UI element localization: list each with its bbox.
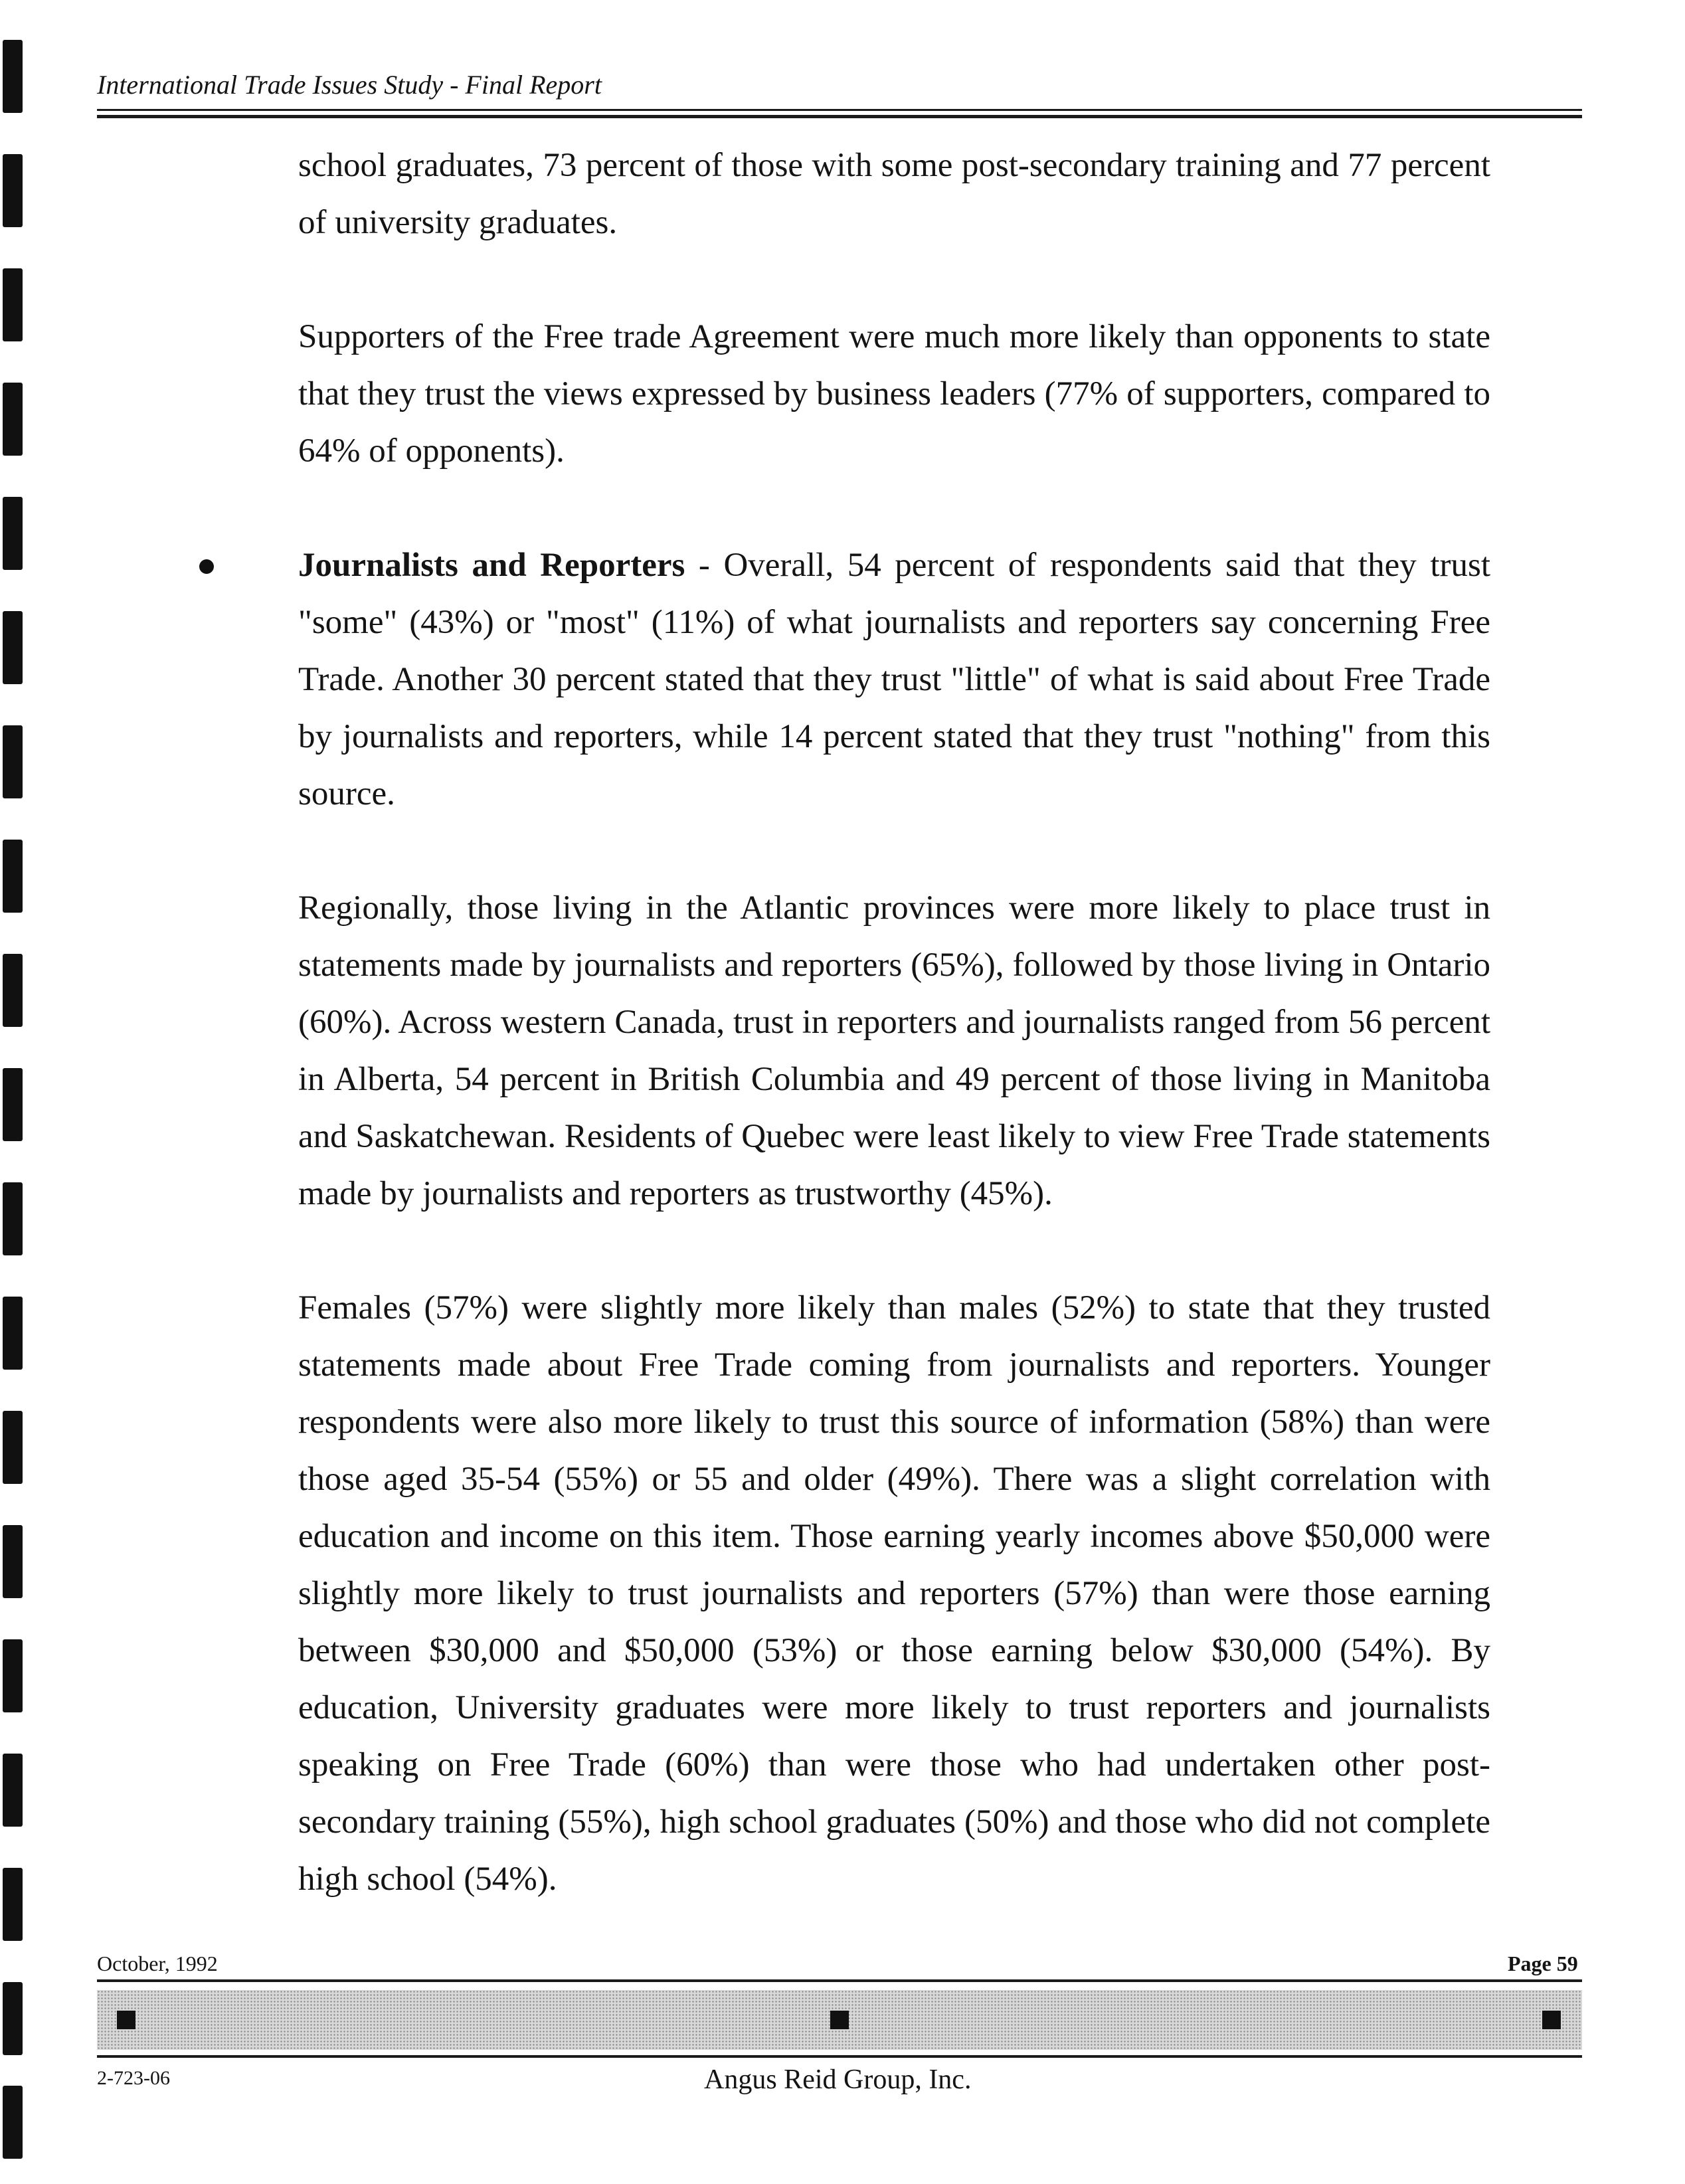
band-square-left [117, 2011, 135, 2029]
binding-mark [3, 1068, 23, 1141]
binding-mark [3, 1525, 23, 1598]
binding-mark [3, 611, 23, 684]
binding-mark [3, 268, 23, 341]
report-title: International Trade Issues Study - Final Report [97, 70, 602, 100]
binding-mark [3, 1411, 23, 1484]
binding-mark [3, 1182, 23, 1255]
binding-mark [3, 1982, 23, 2055]
binding-mark [3, 725, 23, 798]
journalists-text: - Overall, 54 percent of respondents said that they trust "some" (43%) or "most" (11%) of what journalists and reporters say concerning Free Trade. Another 30 percent stated that they trust "little" of what is said about Free Trade by journalists and reporters, while 14 percent stated that they trust "nothing" from this source. [298, 547, 1490, 812]
footer-date: October, 1992 [97, 1952, 218, 1975]
binding-strip [3, 0, 29, 2184]
binding-mark [3, 383, 23, 456]
paragraph-journalists [298, 537, 1490, 822]
binding-mark [3, 1639, 23, 1712]
page-number: Page 59 [1508, 1952, 1578, 1975]
binding-mark [3, 40, 23, 113]
body-text [298, 137, 1490, 1965]
paragraph-education-continued: school graduates, 73 percent of those with some post-secondary training and 77 percent of university graduates. [298, 147, 1490, 241]
document-code: 2-723-06 [97, 2067, 170, 2089]
paragraph-fta-supporters: Supporters of the Free trade Agreement were much more likely than opponents to state that they trust the views expressed by business leaders (77% of supporters, compared to 64% of opponents). [298, 318, 1490, 470]
section-heading-journalists: Journalists and Reporters [298, 547, 685, 584]
binding-mark [3, 154, 23, 227]
binding-mark [3, 954, 23, 1027]
bullet-icon [199, 559, 214, 574]
band-square-right [1542, 2011, 1561, 2029]
header-rule-top [97, 109, 1582, 111]
header-rule-bottom [97, 115, 1582, 118]
company-name: Angus Reid Group, Inc. [704, 2064, 972, 2095]
footer-rule-top [97, 1979, 1582, 1982]
binding-mark [3, 1297, 23, 1370]
binding-mark [3, 1754, 23, 1827]
binding-mark [3, 497, 23, 570]
binding-mark [3, 1868, 23, 1941]
binding-mark [3, 2086, 23, 2159]
paragraph-demographics: Females (57%) were slightly more likely than males (52%) to state that they trusted statements made about Free Trade coming from journalists and reporters. Younger respondents were also more likely to trust this source of information (58%) than were those aged 35-54 (55%) or 55 and older (49%). There was a slight correlation with education and income on this item. Those earning yearly incomes above $50,000 were slightly more likely to trust journalists and reporters (57%) than were those earning between $30,000 and $50,000 (53%) or those earning below $30,000 (54%). By education, University graduates were more likely to trust reporters and journalists speaking on Free Trade (60%) than were those who had undertaken other post-secondary training (55%), high school graduates (50%) and those who did not complete high school (54%). [298, 1289, 1490, 1898]
binding-mark [3, 840, 23, 913]
band-square-center [830, 2011, 849, 2029]
footer-rule-bottom [97, 2055, 1582, 2058]
paragraph-regional: Regionally, those living in the Atlantic provinces were more likely to place trust in statements made by journalists and reporters (65%), followed by those living in Ontario (60%). Across western Canada, trust in reporters and journalists ranged from 56 percent in Alberta, 54 percent in British Columbia and 49 percent of those living in Manitoba and Saskatchewan. Residents of Quebec were least likely to view Free Trade statements made by journalists and reporters as trustworthy (45%). [298, 889, 1490, 1212]
